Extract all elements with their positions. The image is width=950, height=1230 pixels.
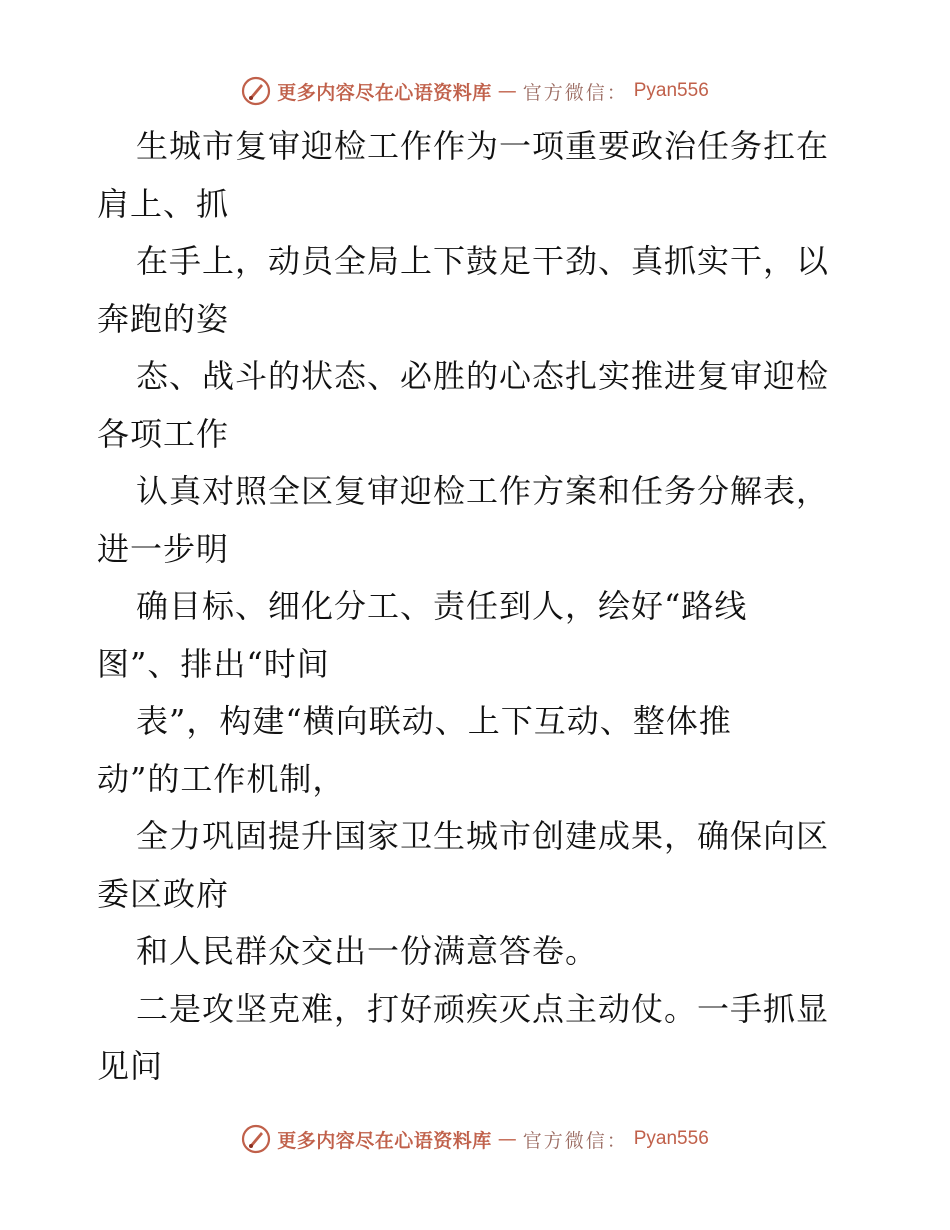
document-body xyxy=(97,118,857,1096)
paragraph-5-line-2: 图”、排出“时间 xyxy=(97,644,330,683)
paragraph-2-line-2: 奔跑的姿 xyxy=(97,299,230,338)
paragraph-1-line-1: 生城市复审迎检工作作为一项重要政治任务扛在 xyxy=(136,127,830,165)
quill-logo-icon xyxy=(241,1124,271,1154)
watermark-extra: 官方微信： xyxy=(522,81,628,104)
footer-watermark xyxy=(0,1119,950,1159)
paragraph-7-line-2: 委区政府 xyxy=(97,874,230,913)
paragraph-7-line-1: 全力巩固提升国家卫生城市创建成果，确保向区 xyxy=(136,817,830,855)
header-watermark xyxy=(0,71,950,111)
watermark-id: Pyan556 xyxy=(633,1128,709,1149)
paragraph-6-line-2: 动”的工作机制， xyxy=(97,759,346,798)
watermark-dash: — xyxy=(497,80,517,102)
quill-logo-icon xyxy=(241,76,271,106)
paragraph-3-line-1: 态、战斗的状态、必胜的心态扎实推进复审迎检 xyxy=(136,357,830,395)
watermark-extra: 官方微信： xyxy=(522,1129,628,1152)
watermark-text: 更多内容尽在心语资料库 xyxy=(277,81,492,104)
paragraph-4-line-1: 认真对照全区复审迎检工作方案和任务分解表， xyxy=(136,472,830,510)
watermark-id: Pyan556 xyxy=(633,80,709,101)
paragraph-4-line-2: 进一步明 xyxy=(97,529,230,568)
watermark-text: 更多内容尽在心语资料库 xyxy=(277,1129,492,1152)
paragraph-3-line-2: 各项工作 xyxy=(97,414,230,453)
paragraph-8-line-1: 和人民群众交出一份满意答卷。 xyxy=(136,932,599,970)
paragraph-9-line-1: 二是攻坚克难，打好顽疾灭点主动仗。一手抓显 xyxy=(136,989,830,1028)
paragraph-9-line-2: 见问 xyxy=(97,1047,164,1085)
paragraph-5-line-1: 确目标、细化分工、责任到人，绘好“路线 xyxy=(136,587,748,625)
watermark-dash: — xyxy=(497,1128,517,1150)
paragraph-2-line-1: 在手上，动员全局上下鼓足干劲、真抓实干，以 xyxy=(136,242,830,280)
paragraph-6-line-1: 表”，构建“横向联动、上下互动、整体推 xyxy=(136,702,732,740)
paragraph-1-line-2: 肩上、抓 xyxy=(97,184,230,223)
